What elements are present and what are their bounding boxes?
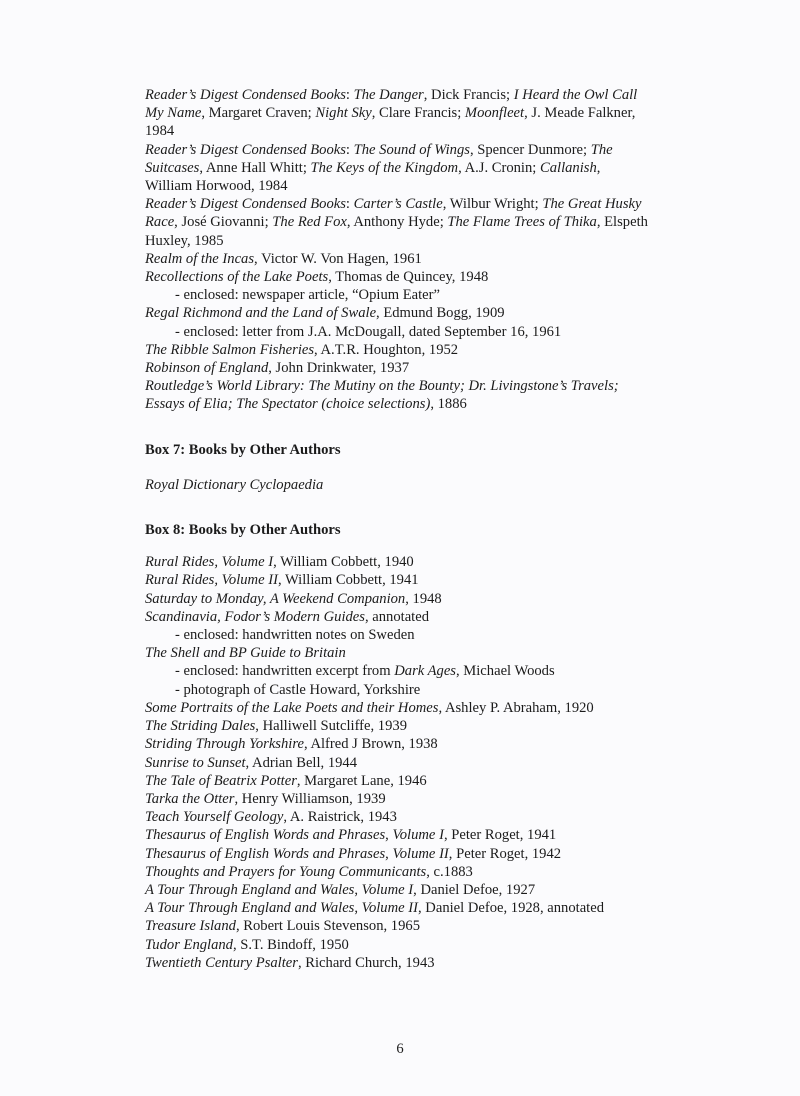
title-text: Robinson of England — [145, 360, 269, 377]
detail-text: , c.1883 — [426, 863, 473, 880]
detail-text: , William Cobbett, 1940 — [273, 554, 414, 571]
detail-text: - enclosed: handwritten notes on Sweden — [175, 627, 415, 644]
detail-text: , 1948 — [405, 590, 442, 607]
book-entry-line — [145, 232, 785, 250]
detail-text: , Victor W. Von Hagen, 1961 — [254, 250, 422, 267]
detail-text: Ashley P. Abraham, 1920 — [442, 699, 594, 716]
detail-text: , Daniel Defoe, 1927 — [413, 881, 536, 898]
detail-text: William Horwood, 1984 — [145, 178, 288, 195]
book-entry-line — [145, 699, 785, 717]
book-entry-line — [145, 304, 785, 322]
title-text: Thesaurus of English Words and Phrases — [145, 845, 386, 862]
detail-text: , A. Raistrick, 1943 — [283, 809, 397, 826]
title-text: Scandinavia, Fodor’s Modern Guides — [145, 608, 365, 625]
detail-text: , — [385, 827, 393, 844]
detail-text: , Daniel Defoe, 1928, annotated — [418, 900, 605, 917]
title-text: Regal Richmond and the Land of Swale — [145, 305, 377, 322]
detail-text: - enclosed: letter from J.A. McDougall, dated September 16, 1961 — [175, 323, 562, 340]
detail-text: , A.J. Cronin; — [458, 159, 540, 176]
book-entry-line — [145, 122, 785, 140]
detail-text: , Edmund Bogg, 1909 — [376, 305, 505, 322]
book-entry-line — [145, 936, 785, 954]
title-text: The Keys of the Kingdom — [310, 159, 459, 176]
title-text: Volume II — [361, 900, 418, 917]
title-text: The Sound of Wings — [353, 141, 470, 158]
box8-heading: Box 8: Books by Other Authors — [145, 522, 341, 539]
detail-text: , Anthony Hyde; — [346, 214, 448, 231]
title-text: Moonfleet — [464, 105, 525, 122]
detail-text: , J. Meade Falkner, — [524, 105, 636, 122]
enclosure-note — [145, 681, 785, 699]
title-text: Twentieth Century Psalter — [145, 954, 298, 971]
title-text: Volume I — [392, 827, 444, 844]
detail-text: : — [345, 196, 354, 213]
book-entry-line — [145, 717, 785, 735]
detail-text: , annotated — [364, 608, 429, 625]
detail-text: , Michael Woods — [455, 663, 555, 680]
book-entry-line — [145, 341, 785, 359]
title-text: Night Sky — [315, 105, 372, 122]
book-entry-line — [145, 954, 785, 972]
title-text: A Tour Through England and Wales — [145, 900, 355, 917]
enclosure-note — [145, 286, 785, 304]
book-entry-line — [145, 863, 785, 881]
detail-text: , Anne Hall Whitt; — [199, 159, 311, 176]
book-entry-line — [145, 553, 785, 571]
book-entry-line — [145, 735, 785, 753]
detail-text: , — [385, 845, 393, 862]
detail-text: , — [354, 881, 362, 898]
detail-text: , Adrian Bell, 1944 — [245, 754, 358, 771]
detail-text: , Wilbur Wright; — [442, 196, 543, 213]
book-entry-line — [145, 608, 785, 626]
detail-text: , Thomas de Quincey, 1948 — [328, 269, 489, 286]
title-text: Saturday to Monday, A Weekend Companion — [145, 590, 406, 607]
title-text: Thesaurus of English Words and Phrases — [145, 827, 386, 844]
book-entry-line — [145, 845, 785, 863]
title-text: The Danger — [353, 87, 424, 103]
title-text: Reader’s Digest Condensed Books — [145, 196, 346, 213]
title-text: Realm of the Incas — [145, 250, 255, 267]
book-entry-line — [145, 141, 785, 159]
title-text: Carter’s Castle — [353, 196, 443, 213]
book-entry-line — [145, 177, 785, 195]
enclosure-note — [145, 323, 785, 341]
title-text: The Tale of Beatrix Potter — [145, 772, 297, 789]
title-text: Essays of Elia; The Spectator (choice selections) — [145, 396, 431, 413]
book-entry-line — [145, 159, 785, 177]
title-text: Sunrise to Sunset — [145, 754, 246, 771]
detail-text: Huxley, 1985 — [145, 232, 224, 249]
title-text: Tudor England — [145, 936, 233, 953]
title-text: Striding Through Yorkshire — [145, 736, 304, 753]
enclosure-note — [145, 626, 785, 644]
book-entry-line — [145, 571, 785, 589]
detail-text: , William Cobbett, 1941 — [277, 572, 419, 589]
book-entry-line — [145, 195, 785, 213]
title-text: Some Portraits of the Lake Poets and their Homes, — [145, 699, 443, 716]
book-entry-line — [145, 808, 785, 826]
title-text: The Ribble Salmon Fisheries — [145, 341, 315, 358]
book-entry-line — [145, 268, 785, 286]
title-text: Routledge’s World Library: The Mutiny on the Bounty; Dr. Livingstone’s Travels; — [145, 378, 619, 395]
title-text: The Red Fox — [272, 214, 347, 231]
book-entry-line — [145, 86, 785, 104]
title-text: A Tour Through England and Wales — [145, 881, 355, 898]
detail-text: , Richard Church, 1943 — [297, 954, 435, 971]
title-text: Callanish — [540, 159, 597, 176]
title-text: Suitcases — [145, 159, 200, 176]
title-text: Rural Rides, Volume II — [145, 572, 278, 589]
detail-text: , Halliwell Sutcliffe, 1939 — [255, 718, 407, 735]
box7-heading: Box 7: Books by Other Authors — [145, 441, 341, 458]
title-text: My Name — [145, 105, 202, 122]
title-text: Recollections of the Lake Poets — [145, 269, 329, 286]
title-text: Teach Yourself Geology — [145, 809, 284, 826]
book-list-continued — [145, 86, 785, 414]
detail-text: - enclosed: handwritten excerpt from — [175, 663, 395, 680]
book-entry-line — [145, 917, 785, 935]
enclosure-note — [145, 662, 785, 680]
detail-text: , — [596, 159, 601, 176]
book-entry-line — [145, 104, 785, 122]
title-text: The Flame Trees of Thika — [447, 214, 597, 231]
title-text: The Shell and BP Guide to Britain — [145, 645, 346, 662]
detail-text: , Dick Francis; — [423, 87, 514, 103]
title-text: I Heard the Owl Call — [513, 87, 638, 103]
title-text: Thoughts and Prayers for Young Communicants — [145, 863, 427, 880]
detail-text: - enclosed: newspaper article, “Opium Eater” — [175, 287, 440, 304]
book-entry-line — [145, 213, 785, 231]
box8-book-list — [145, 553, 785, 972]
book-entry-line — [145, 899, 785, 917]
title-text: Treasure Island — [145, 918, 236, 935]
title-text: Rural Rides, Volume I — [145, 554, 274, 571]
book-entry-line — [145, 590, 785, 608]
box7-item: Royal Dictionary Cyclopaedia — [145, 476, 324, 493]
book-entry-line — [145, 250, 785, 268]
detail-text: - photograph of Castle Howard, Yorkshire — [175, 681, 421, 698]
book-entry-line — [145, 359, 785, 377]
detail-text: , Robert Louis Stevenson, 1965 — [235, 918, 420, 935]
title-text: Tarka the Otter — [145, 790, 235, 807]
title-text: Volume I — [361, 881, 414, 898]
detail-text: , Clare Francis; — [371, 105, 465, 122]
book-entry-line — [145, 395, 785, 413]
detail-text: , Margaret Craven; — [201, 105, 316, 122]
title-text: Reader’s Digest Condensed Books — [145, 87, 346, 103]
book-entry-line — [145, 826, 785, 844]
detail-text: , S.T. Bindoff, 1950 — [232, 936, 349, 953]
detail-text: 1984 — [145, 123, 175, 140]
detail-text: , Elspeth — [596, 214, 648, 231]
detail-text: , José Giovanni; — [174, 214, 273, 231]
book-entry-line — [145, 377, 785, 395]
detail-text: , Alfred J Brown, 1938 — [303, 736, 438, 753]
title-text: Dark Ages — [394, 663, 456, 680]
title-text: The Striding Dales — [145, 718, 256, 735]
document-page — [145, 86, 785, 972]
book-entry-line — [145, 790, 785, 808]
title-text: The Great Husky — [542, 196, 642, 213]
title-text: Race — [145, 214, 175, 231]
detail-text: , A.T.R. Houghton, 1952 — [314, 341, 459, 358]
detail-text: , Spencer Dunmore; — [469, 141, 591, 158]
book-entry-line — [145, 754, 785, 772]
detail-text: , 1886 — [430, 396, 467, 413]
page-number: 6 — [396, 1041, 404, 1057]
detail-text: , Peter Roget, 1942 — [448, 845, 562, 862]
book-entry-line — [145, 644, 785, 662]
detail-text: , Henry Williamson, 1939 — [234, 790, 386, 807]
title-text: Reader’s Digest Condensed Books — [145, 141, 346, 158]
book-entry-line — [145, 881, 785, 899]
book-entry-line — [145, 772, 785, 790]
detail-text: , John Drinkwater, 1937 — [268, 360, 410, 377]
detail-text: : — [345, 141, 354, 158]
title-text: Volume II — [392, 845, 449, 862]
title-text: The — [590, 141, 613, 158]
detail-text: , — [354, 900, 362, 917]
detail-text: , Peter Roget, 1941 — [443, 827, 557, 844]
detail-text: , Margaret Lane, 1946 — [296, 772, 427, 789]
detail-text: : — [345, 87, 354, 103]
